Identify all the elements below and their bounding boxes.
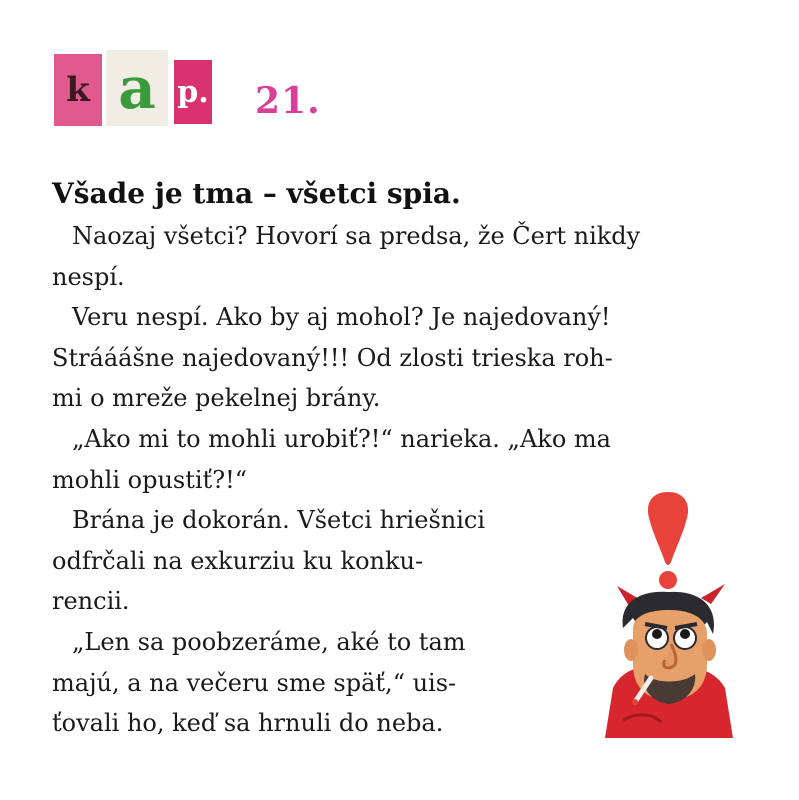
text-line: nespí. [52, 262, 125, 291]
chapter-number: 21. [255, 80, 321, 122]
text-line: rencii. [52, 587, 130, 616]
text-line: Strááášne najedovaný!!! Od zlosti trieska roh- [52, 343, 613, 372]
devil-with-exclamation-icon [583, 488, 753, 748]
exclamation-mark-icon [648, 492, 688, 565]
text-line: ťovali ho, keď sa hrnuli do neba. [52, 709, 444, 738]
text-line: majú, a na večeru sme späť,“ uis- [52, 668, 457, 697]
chapter-letter-k: k [54, 54, 102, 126]
text-line: Veru nespí. Ako by aj mohol? Je najedovaný! [72, 303, 611, 332]
text-line: Brána je dokorán. Všetci hriešnici [72, 506, 486, 535]
text-line: mohli opustiť?!“ [52, 465, 247, 494]
text-line: odfrčali na exkurziu ku konku- [52, 546, 424, 575]
chapter-letter-p: p. [174, 60, 212, 124]
text-line: Naozaj všetci? Hovorí sa predsa, že Čert nikdy [72, 222, 641, 250]
text-line: mi o mreže pekelnej brány. [52, 384, 381, 413]
text-line: „Ako mi to mohli urobiť?!“ narieka. „Ako ma [72, 424, 611, 453]
chapter-heading: Všade je tma – všetci spia. [52, 177, 461, 210]
text-line: „Len sa poobzeráme, aké to tam [72, 627, 466, 656]
chapter-letter-a: a [106, 50, 168, 126]
